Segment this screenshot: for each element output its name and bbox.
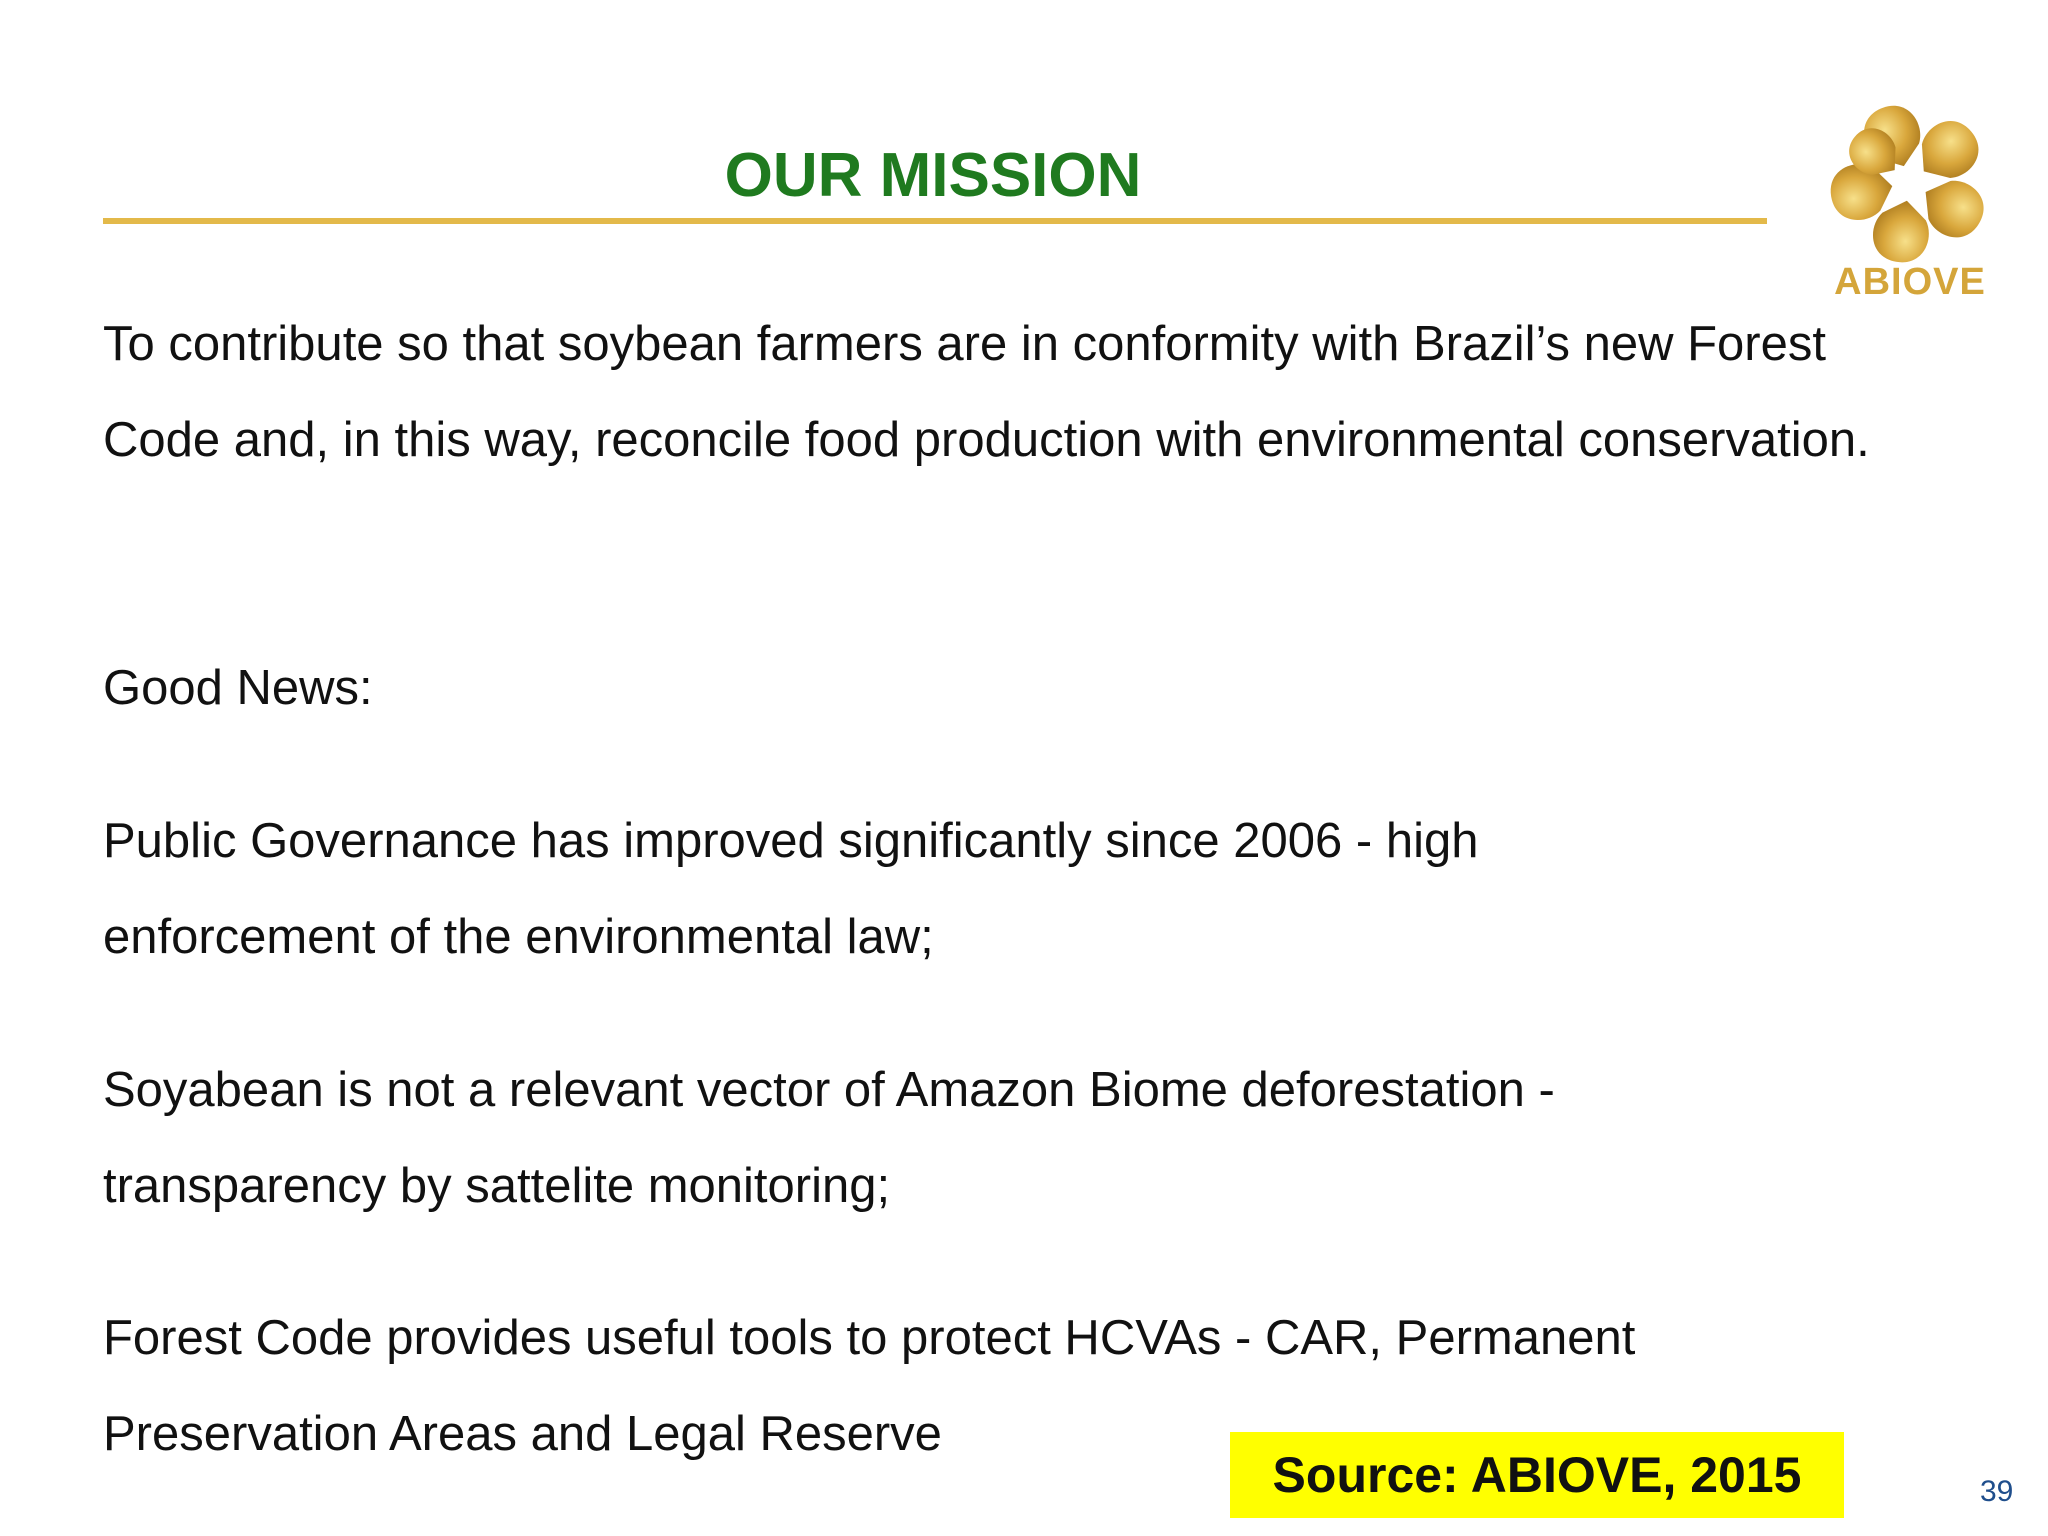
good-news-heading: Good News: — [103, 661, 373, 715]
source-citation: Source: ABIOVE, 2015 — [1230, 1432, 1844, 1518]
slide-title: OUR MISSION — [724, 141, 1142, 210]
page-number: 39 — [1980, 1475, 2014, 1508]
golden-drops-flower-icon — [1810, 88, 2010, 268]
title-divider — [103, 218, 1767, 224]
logo-wordmark: ABIOVE — [1834, 261, 1986, 303]
point-public-governance: Public Governance has improved significantly since 2006 - high enforcement of the environmental law; — [103, 814, 1479, 964]
abiove-logo — [1810, 88, 2010, 308]
point-forest-code-tools: Forest Code provides useful tools to protect HCVAs - CAR, Permanent Preservation Areas and Legal Reserve — [103, 1311, 1636, 1461]
point-soyabean-deforestation: Soyabean is not a relevant vector of Amazon Biome deforestation - transparency by sattelite monitoring; — [103, 1063, 1555, 1213]
mission-statement: To contribute so that soybean farmers are in conformity with Brazil’s new Forest Code and, in this way, reconcile food production with environmental conservation. — [103, 317, 1870, 467]
